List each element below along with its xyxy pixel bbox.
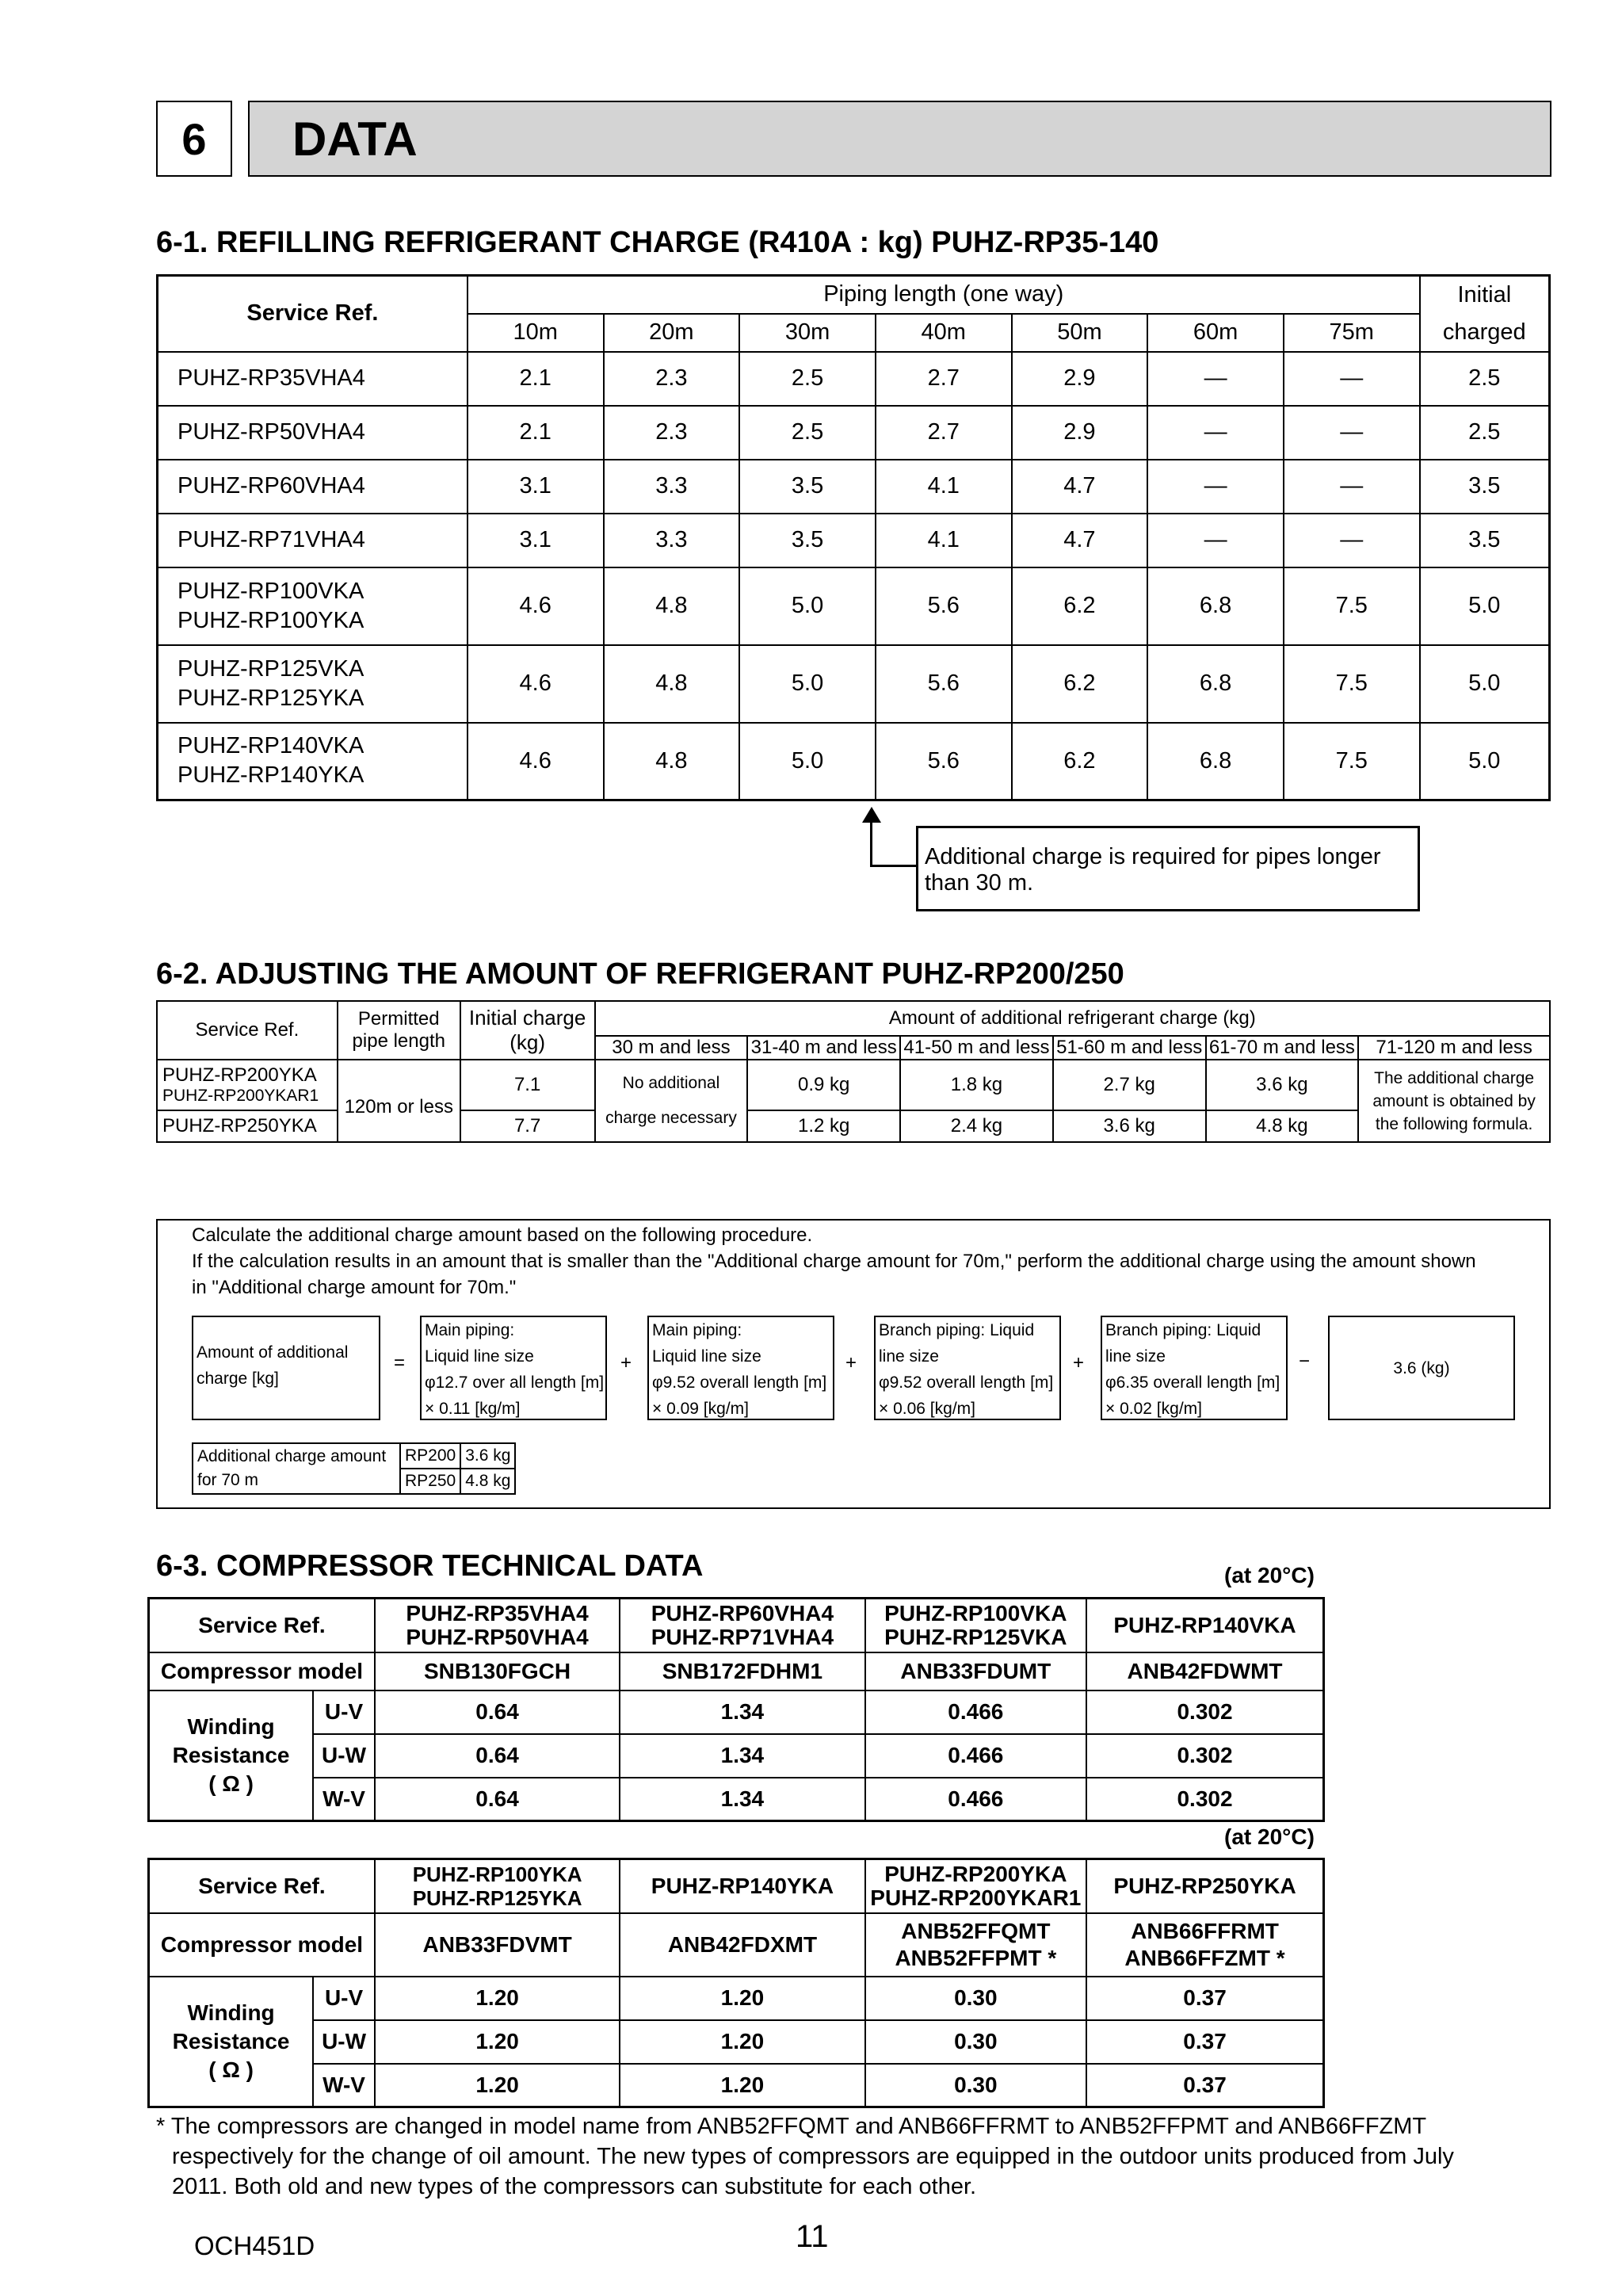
model-header: PUHZ-RP140YKA: [620, 1859, 864, 1913]
value-cell: 4.7: [1012, 460, 1148, 514]
model-header: PUHZ-RP250YKA: [1086, 1859, 1323, 1913]
terminal-label: W-V: [313, 2064, 375, 2107]
length-header: 30m: [739, 314, 876, 352]
length-header: 20m: [604, 314, 740, 352]
winding-resistance-label: Winding Resistance ( Ω ): [149, 1690, 314, 1821]
equals-sign: =: [394, 1352, 406, 1373]
terminal-label: U-V: [313, 1690, 375, 1734]
value-cell: 2.3: [604, 352, 740, 406]
resistance-cell: 1.20: [620, 2064, 864, 2107]
value-cell: 1.8 kg: [900, 1060, 1053, 1110]
value-cell: —: [1147, 352, 1284, 406]
resistance-cell: 0.302: [1086, 1690, 1323, 1734]
value-cell: 3.5: [739, 460, 876, 514]
table-row: [158, 352, 1550, 406]
t70-model: RP250: [400, 1469, 460, 1494]
compressor-cell: ANB33FDVMT: [375, 1913, 620, 1977]
resistance-cell: 1.20: [620, 2020, 864, 2064]
range-header: 41-50 m and less: [900, 1036, 1053, 1060]
at-20c-label: (at 20°C): [1224, 1563, 1315, 1587]
value-cell: 4.1: [876, 514, 1012, 567]
service-ref-header: Service Ref.: [157, 1001, 338, 1060]
resistance-cell: 0.64: [375, 1778, 620, 1821]
value-cell: 7.5: [1284, 567, 1420, 645]
procedure-text: Calculate the additional charge amount based on the following procedure.: [192, 1224, 813, 1246]
value-cell: 2.1: [468, 352, 604, 406]
minus-sign: −: [1299, 1350, 1311, 1372]
resistance-cell: 0.302: [1086, 1734, 1323, 1778]
initial-charge-header: Initial charge (kg): [460, 1001, 595, 1060]
value-cell: 4.8: [604, 645, 740, 723]
value-cell: 2.5: [1420, 406, 1550, 460]
length-header: 75m: [1284, 314, 1420, 352]
resistance-cell: 1.34: [620, 1690, 864, 1734]
range-header: 61-70 m and less: [1206, 1036, 1359, 1060]
main-piping-12-7-box: Main piping: Liquid line size φ12.7 over all length [m] × 0.11 [kg/m]: [420, 1316, 607, 1420]
value-cell: 2.5: [739, 352, 876, 406]
value-cell: 2.4 kg: [900, 1110, 1053, 1142]
range-header: 30 m and less: [595, 1036, 748, 1060]
section-number: 6: [156, 101, 232, 177]
resistance-cell: 0.466: [865, 1690, 1086, 1734]
value-cell: 2.7 kg: [1053, 1060, 1206, 1110]
value-cell: 6.2: [1012, 723, 1148, 800]
value-cell: 0.9 kg: [747, 1060, 900, 1110]
value-cell: 2.7: [876, 406, 1012, 460]
init-charge-cell: 7.7: [460, 1110, 595, 1142]
value-cell: 3.6 kg: [1206, 1060, 1359, 1110]
section-title: DATA: [248, 101, 1551, 177]
compressor-model-label: Compressor model: [149, 1652, 375, 1690]
value-cell: —: [1147, 514, 1284, 567]
value-cell: 4.8: [604, 567, 740, 645]
model-header: PUHZ-RP35VHA4 PUHZ-RP50VHA4: [375, 1599, 620, 1652]
resistance-cell: 0.64: [375, 1734, 620, 1778]
value-cell: 5.6: [876, 567, 1012, 645]
model-cell: PUHZ-RP35VHA4: [158, 352, 468, 406]
additional-charge-70m-table: [192, 1442, 516, 1495]
initial-header: Initial: [1420, 276, 1550, 314]
resistance-cell: 0.302: [1086, 1778, 1323, 1821]
resistance-cell: 1.20: [375, 1977, 620, 2020]
value-cell: 3.6 kg: [1053, 1110, 1206, 1142]
compressor-cell: ANB42FDXMT: [620, 1913, 864, 1977]
value-cell: 5.0: [1420, 567, 1550, 645]
resistance-cell: 0.30: [865, 2020, 1086, 2064]
value-cell: 5.0: [1420, 645, 1550, 723]
table-row: [158, 460, 1550, 514]
compressor-cell: ANB66FFRMT ANB66FFZMT *: [1086, 1913, 1323, 1977]
resistance-cell: 1.20: [620, 1977, 864, 2020]
value-cell: —: [1284, 514, 1420, 567]
compressor-table-1: [147, 1597, 1325, 1822]
value-cell: 4.8: [604, 723, 740, 800]
compressor-cell: ANB42FDWMT: [1086, 1652, 1323, 1690]
resistance-cell: 0.30: [865, 1977, 1086, 2020]
amount-header: Amount of additional refrigerant charge (kg): [595, 1001, 1550, 1036]
additional-charge-note: Additional charge is required for pipes longer than 30 m.: [916, 826, 1420, 911]
table-row: [158, 514, 1550, 567]
model-cell: PUHZ-RP125VKA PUHZ-RP125YKA: [158, 645, 468, 723]
value-cell: 6.8: [1147, 723, 1284, 800]
value-cell: 4.8 kg: [1206, 1110, 1359, 1142]
section-6-1-title: 6-1. REFILLING REFRIGERANT CHARGE (R410A : kg) PUHZ-RP35-140: [156, 226, 1159, 259]
value-cell: 3.1: [468, 514, 604, 567]
t70-value: 4.8 kg: [460, 1469, 515, 1494]
value-cell: 3.3: [604, 514, 740, 567]
value-cell: —: [1284, 460, 1420, 514]
table-row: [158, 567, 1550, 645]
service-ref-header: Service Ref.: [149, 1859, 375, 1913]
permitted-pipe-length-header: Permitted pipe length: [338, 1001, 460, 1060]
value-cell: 3.3: [604, 460, 740, 514]
value-cell: 5.6: [876, 723, 1012, 800]
value-cell: 5.0: [1420, 723, 1550, 800]
resistance-cell: 1.34: [620, 1734, 864, 1778]
compressor-cell: ANB52FFQMT ANB52FFPMT *: [865, 1913, 1086, 1977]
value-cell: 4.6: [468, 567, 604, 645]
value-cell: 2.9: [1012, 352, 1148, 406]
resistance-cell: 1.20: [375, 2064, 620, 2107]
value-cell: 2.5: [739, 406, 876, 460]
t70-label: Additional charge amount for 70 m: [193, 1443, 400, 1494]
t70-value: 3.6 kg: [460, 1443, 515, 1469]
model-cell: PUHZ-RP100VKA PUHZ-RP100YKA: [158, 567, 468, 645]
range-header: 51-60 m and less: [1053, 1036, 1206, 1060]
model-header: PUHZ-RP200YKA PUHZ-RP200YKAR1: [865, 1859, 1086, 1913]
procedure-text: If the calculation results in an amount that is smaller than the "Additional charge amount for 70m," perform the additional charge using the amount shown: [192, 1251, 1476, 1272]
service-ref-header: Service Ref.: [158, 276, 468, 352]
model-header: PUHZ-RP60VHA4 PUHZ-RP71VHA4: [620, 1599, 864, 1652]
value-cell: 2.7: [876, 352, 1012, 406]
range-header: 71-120 m and less: [1358, 1036, 1550, 1060]
value-cell: 4.7: [1012, 514, 1148, 567]
branch-piping-9-52-box: Branch piping: Liquid line size φ9.52 overall length [m] × 0.06 [kg/m]: [874, 1316, 1061, 1420]
value-cell: 4.1: [876, 460, 1012, 514]
table-row: [158, 406, 1550, 460]
compressor-table-2: [147, 1858, 1325, 2108]
model-cell: PUHZ-RP250YKA: [157, 1110, 338, 1142]
resistance-cell: 0.30: [865, 2064, 1086, 2107]
value-cell: 5.0: [739, 567, 876, 645]
value-cell: —: [1147, 406, 1284, 460]
value-cell: 7.5: [1284, 723, 1420, 800]
value-cell: 2.3: [604, 406, 740, 460]
value-cell: 3.5: [739, 514, 876, 567]
plus-sign: +: [845, 1352, 857, 1373]
model-header: PUHZ-RP140VKA: [1086, 1599, 1323, 1652]
value-cell: 3.1: [468, 460, 604, 514]
document-code: OCH451D: [194, 2231, 315, 2260]
terminal-label: U-V: [313, 1977, 375, 2020]
refilling-charge-table: [156, 274, 1551, 801]
table-row: [158, 645, 1550, 723]
t70-model: RP200: [400, 1443, 460, 1469]
range-header: 31-40 m and less: [747, 1036, 900, 1060]
service-ref-header: Service Ref.: [149, 1599, 375, 1652]
value-cell: 2.9: [1012, 406, 1148, 460]
no-additional-cell: No additional charge necessary: [595, 1060, 748, 1142]
value-cell: 6.2: [1012, 567, 1148, 645]
section-6-2-title: 6-2. ADJUSTING THE AMOUNT OF REFRIGERANT PUHZ-RP200/250: [156, 957, 1124, 991]
pipe-length-cell: 120m or less: [338, 1060, 460, 1142]
formula-note-cell: The additional charge amount is obtained by the following formula.: [1358, 1060, 1550, 1142]
model-cell: PUHZ-RP71VHA4: [158, 514, 468, 567]
resistance-cell: 0.64: [375, 1690, 620, 1734]
value-cell: 5.0: [739, 723, 876, 800]
terminal-label: U-W: [313, 1734, 375, 1778]
resistance-cell: 0.466: [865, 1778, 1086, 1821]
value-cell: 3.5: [1420, 460, 1550, 514]
model-header: PUHZ-RP100VKA PUHZ-RP125VKA: [865, 1599, 1086, 1652]
resistance-cell: 0.466: [865, 1734, 1086, 1778]
resistance-cell: 0.37: [1086, 1977, 1323, 2020]
length-header: 60m: [1147, 314, 1284, 352]
value-cell: 4.6: [468, 723, 604, 800]
plus-sign: +: [1073, 1352, 1085, 1373]
table-row: [158, 723, 1550, 800]
branch-piping-6-35-box: Branch piping: Liquid line size φ6.35 overall length [m] × 0.02 [kg/m]: [1101, 1316, 1288, 1420]
value-cell: 6.8: [1147, 567, 1284, 645]
plus-sign: +: [620, 1352, 632, 1373]
arrow-line: [870, 816, 872, 867]
charged-header: charged: [1420, 314, 1550, 352]
length-header: 40m: [876, 314, 1012, 352]
piping-length-header: Piping length (one way): [468, 276, 1420, 314]
compressor-model-label: Compressor model: [149, 1913, 375, 1977]
model-cell: PUHZ-RP140VKA PUHZ-RP140YKA: [158, 723, 468, 800]
length-header: 50m: [1012, 314, 1148, 352]
value-cell: 6.2: [1012, 645, 1148, 723]
page-number: 11: [796, 2219, 829, 2254]
compressor-cell: ANB33FDUMT: [865, 1652, 1086, 1690]
model-cell: PUHZ-RP60VHA4: [158, 460, 468, 514]
resistance-cell: 1.20: [375, 2020, 620, 2064]
length-header: 10m: [468, 314, 604, 352]
arrow-line: [870, 865, 918, 867]
compressor-cell: SNB130FGCH: [375, 1652, 620, 1690]
resistance-cell: 1.34: [620, 1778, 864, 1821]
value-cell: 7.5: [1284, 645, 1420, 723]
main-piping-9-52-box: Main piping: Liquid line size φ9.52 overall length [m] × 0.09 [kg/m]: [647, 1316, 834, 1420]
compressor-cell: SNB172FDHM1: [620, 1652, 864, 1690]
adjusting-refrigerant-table: [156, 1000, 1551, 1143]
value-cell: —: [1147, 460, 1284, 514]
value-cell: —: [1284, 352, 1420, 406]
footnote: * The compressors are changed in model name from ANB52FFQMT and ANB66FFRMT to ANB52FFPMT and ANB66FFZMT respectively for the change of oil amount. The new types of compressors are equipped in the outdoor units produced from July 2011. Both old and new types of the compressors can substitute for each other.: [156, 2114, 1454, 2199]
value-cell: —: [1284, 406, 1420, 460]
model-cell: PUHZ-RP50VHA4: [158, 406, 468, 460]
value-cell: 5.6: [876, 645, 1012, 723]
model-cell: PUHZ-RP200YKA PUHZ-RP200YKAR1: [157, 1060, 338, 1110]
value-cell: 6.8: [1147, 645, 1284, 723]
section-6-3-title: 6-3. COMPRESSOR TECHNICAL DATA: [156, 1549, 704, 1583]
procedure-text: in "Additional charge amount for 70m.": [192, 1277, 517, 1298]
value-cell: 4.6: [468, 645, 604, 723]
resistance-cell: 0.37: [1086, 2064, 1323, 2107]
result-box: 3.6 (kg): [1328, 1316, 1515, 1420]
terminal-label: U-W: [313, 2020, 375, 2064]
resistance-cell: 0.37: [1086, 2020, 1323, 2064]
init-charge-cell: 7.1: [460, 1060, 595, 1110]
terminal-label: W-V: [313, 1778, 375, 1821]
value-cell: 2.5: [1420, 352, 1550, 406]
value-cell: 3.5: [1420, 514, 1550, 567]
value-cell: 2.1: [468, 406, 604, 460]
model-header: PUHZ-RP100YKA PUHZ-RP125YKA: [375, 1859, 620, 1913]
at-20c-label: (at 20°C): [1224, 1824, 1315, 1849]
value-cell: 1.2 kg: [747, 1110, 900, 1142]
winding-resistance-label: Winding Resistance ( Ω ): [149, 1977, 314, 2107]
amount-of-additional-charge-box: Amount of additional charge [kg]: [192, 1316, 380, 1420]
value-cell: 5.0: [739, 645, 876, 723]
